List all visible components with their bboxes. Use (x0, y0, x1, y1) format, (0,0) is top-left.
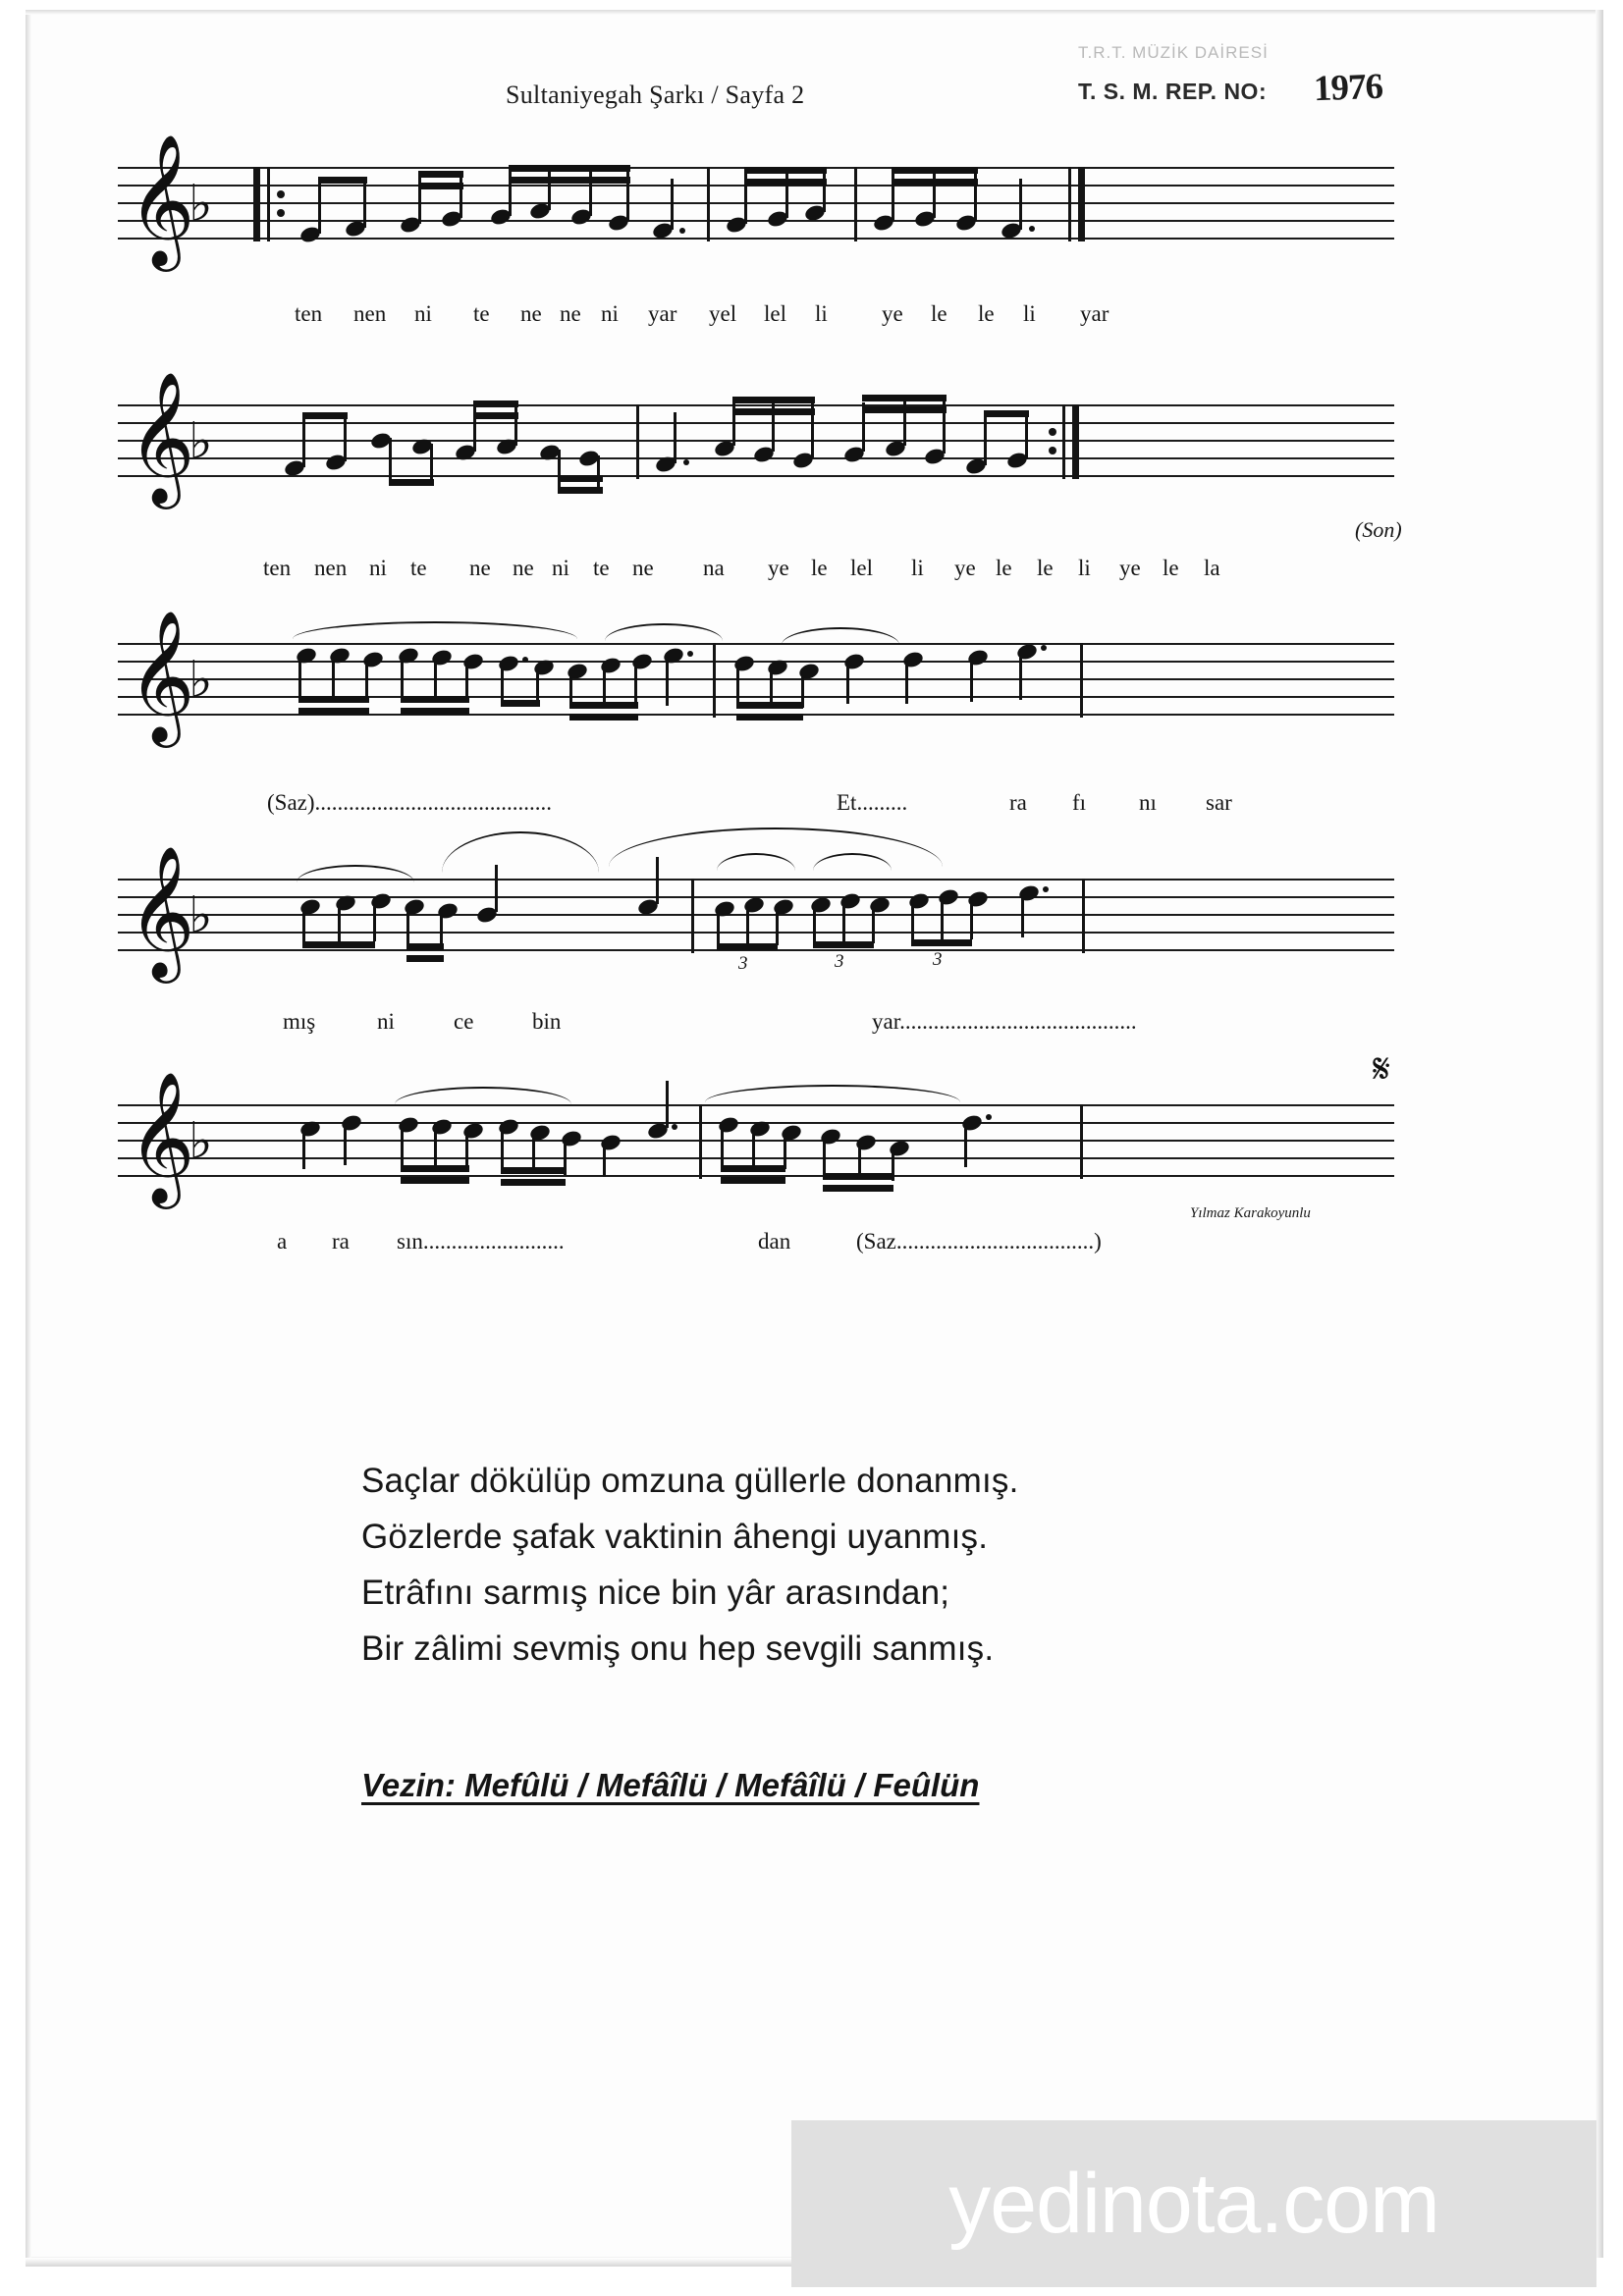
lyric-syllable: li (815, 301, 828, 326)
note-stem (460, 171, 462, 218)
note-stem (332, 653, 335, 698)
treble-clef-icon: 𝄞 (128, 1071, 195, 1203)
note-stem (465, 1128, 468, 1169)
lyric-syllable: li (1078, 556, 1091, 580)
lyric-syllable: ne (513, 556, 534, 580)
beam (813, 941, 874, 948)
beam (406, 955, 444, 962)
watermark-text: yedinota.com (948, 2156, 1439, 2251)
repeat-start-dots (277, 190, 285, 220)
lyric-syllable: li (911, 556, 924, 580)
note-stem (970, 896, 973, 939)
beam (302, 412, 348, 419)
note-stem (434, 655, 437, 700)
lyric-saz-marking: (Saz...................................) (856, 1229, 1102, 1254)
barline (1080, 1104, 1083, 1179)
repeat-end-dots (1049, 428, 1056, 457)
augmentation-dot (1041, 645, 1047, 651)
beam (401, 1165, 469, 1172)
son-marking: (Son) (1355, 517, 1402, 542)
note-stem (732, 400, 735, 446)
poem-block (361, 1453, 1343, 1677)
barline (1082, 879, 1085, 953)
beam (823, 1185, 893, 1192)
beam (298, 708, 369, 715)
lyric-syllable: nen (353, 301, 387, 326)
note-stem (548, 167, 551, 210)
note-stem (846, 659, 849, 704)
beam (501, 700, 540, 707)
watermark-banner (791, 2120, 1596, 2287)
vezin-line: Vezin: Mefûlü / Mefâîlü / Mefâîlü / Feûlün (361, 1767, 980, 1803)
beam (501, 1167, 566, 1174)
note-stem (1019, 649, 1022, 700)
lyric-syllable: ni (369, 556, 387, 580)
note-stem (501, 661, 504, 702)
lyric-syllable: ye (882, 301, 903, 326)
note-stem (634, 659, 637, 702)
lyric-syllable: ce (454, 1009, 474, 1034)
note-stem (911, 898, 914, 941)
lyric-syllable: lel (850, 556, 873, 580)
lyric-syllable: yar (1080, 301, 1109, 326)
note-stem (365, 657, 368, 700)
barline (713, 643, 716, 718)
key-signature-flat-icon: ♭ (189, 886, 213, 945)
beam (298, 696, 369, 703)
lyric-syllable: le (996, 556, 1012, 580)
beam (558, 487, 603, 494)
lyric-syllable: ra (1009, 790, 1027, 815)
note-stem (514, 402, 517, 446)
note-stem (603, 663, 606, 706)
beam (569, 702, 638, 709)
augmentation-dot (1029, 226, 1035, 232)
beam (721, 1165, 785, 1172)
treble-clef-icon: 𝄞 (128, 845, 195, 978)
beam (862, 395, 947, 401)
note-stem (905, 657, 908, 704)
lyric-syllable: ten (263, 556, 292, 580)
lyric-syllable: ne (632, 556, 654, 580)
note-stem (418, 173, 421, 224)
key-signature-flat-icon: ♭ (189, 1112, 213, 1171)
barline (1062, 404, 1065, 479)
poem-line: Etrâfını sarmış nice bin yâr arasından; (361, 1574, 950, 1612)
beam (389, 479, 434, 486)
lyric-syllable: yel (709, 301, 737, 326)
treble-clef-icon: 𝄞 (128, 610, 195, 742)
lyric-syllable: te (473, 301, 490, 326)
barline (1068, 167, 1071, 241)
note-stem (406, 904, 409, 945)
lyric-syllable: le (978, 301, 995, 326)
key-signature-flat-icon: ♭ (189, 651, 213, 710)
note-stem (302, 416, 305, 467)
stamp-number: 1976 (1313, 66, 1383, 110)
note-stem (872, 902, 875, 943)
lyric-syllable: ni (601, 301, 619, 326)
beam (302, 941, 375, 948)
barline (267, 167, 270, 241)
note-stem (823, 1134, 826, 1173)
note-stem (626, 167, 629, 222)
barline (253, 167, 260, 241)
augmentation-dot (687, 651, 693, 657)
beam (401, 708, 469, 715)
note-stem (770, 665, 773, 706)
beam (823, 1173, 893, 1180)
note-stem (941, 894, 944, 939)
beam (401, 696, 469, 703)
lyric-syllable: ye (1119, 556, 1141, 580)
lyric-syllable: ni (377, 1009, 395, 1034)
lyric-syllable: ye (768, 556, 789, 580)
lyric-syllable: le (1163, 556, 1179, 580)
note-stem (298, 653, 301, 698)
beam (984, 410, 1029, 417)
poem-line: Gözlerde şafak vaktinin âhengi uyanmış. (361, 1518, 989, 1556)
lyric-syllable: Et......... (837, 790, 908, 815)
note-stem (666, 1081, 669, 1128)
beam (501, 1179, 566, 1186)
lyric-syllable: la (1204, 556, 1220, 580)
beam (732, 408, 815, 415)
poem-line: Bir zâlimi sevmiş onu hep sevgili sanmış. (361, 1629, 995, 1668)
page-title: Sultaniyegah Şarkı / Sayfa 2 (506, 80, 805, 109)
note-stem (1021, 890, 1024, 937)
tuplet-number: 3 (933, 949, 943, 970)
note-stem (671, 179, 674, 230)
beam (418, 171, 463, 178)
note-stem (746, 902, 749, 945)
tuplet-number: 3 (738, 953, 748, 974)
augmentation-dot (522, 657, 528, 663)
lyric-syllable: ni (552, 556, 569, 580)
note-stem (401, 1122, 404, 1165)
note-stem (785, 169, 788, 218)
note-stem (603, 1140, 606, 1177)
lyric-syllable: ni (414, 301, 432, 326)
note-stem (373, 898, 376, 941)
note-stem (984, 414, 987, 465)
stamp-label: T. S. M. REP. NO: (1078, 79, 1268, 104)
beam (736, 714, 803, 721)
beam (736, 702, 803, 709)
note-stem (784, 1130, 786, 1169)
beam (473, 400, 518, 407)
lyric-syllable: le (1037, 556, 1054, 580)
scan-edge-top (26, 10, 1596, 15)
note-stem (302, 904, 305, 945)
beam (911, 939, 972, 946)
note-stem (401, 653, 404, 698)
beam (721, 1177, 785, 1184)
beam (732, 397, 815, 403)
beam (509, 165, 630, 172)
barline (699, 1104, 702, 1179)
poem-line: Saçlar dökülüp omzuna güllerle donanmış. (361, 1462, 1019, 1500)
barline (691, 879, 694, 953)
lyric-syllable: fı (1072, 790, 1087, 815)
beam (406, 943, 444, 950)
note-stem (858, 1140, 861, 1177)
note-stem (721, 1122, 724, 1165)
segno-icon: 𝄋 (1373, 1044, 1391, 1093)
note-stem (495, 865, 498, 912)
beam (862, 406, 947, 413)
scan-edge-right (1596, 10, 1603, 2258)
augmentation-dot (672, 1124, 677, 1130)
lyric-syllable: dan (758, 1229, 791, 1254)
note-stem (674, 412, 676, 463)
lyric-syllable: bin (532, 1009, 562, 1034)
lyric-syllable: le (811, 556, 828, 580)
scan-edge-left (26, 10, 31, 2258)
barline (1080, 643, 1083, 718)
note-stem (717, 906, 720, 945)
lyric-syllable: yar.......................................... (872, 1009, 1137, 1034)
note-stem (302, 1126, 305, 1169)
key-signature-flat-icon: ♭ (189, 175, 213, 234)
note-stem (970, 655, 973, 702)
treble-clef-icon: 𝄞 (128, 371, 195, 504)
augmentation-dot (679, 228, 685, 234)
beam (473, 412, 518, 419)
lyric-syllable: na (703, 556, 725, 580)
note-stem (666, 653, 669, 706)
beam (892, 167, 978, 174)
lyric-syllable: le (931, 301, 947, 326)
note-stem (536, 665, 539, 704)
augmentation-dot (1043, 886, 1049, 892)
note-stem (776, 904, 779, 945)
barline (707, 167, 710, 241)
lyric-syllable: a (277, 1229, 288, 1254)
stamp-faded-line: T.R.T. MÜZİK DAİRESİ (1078, 43, 1269, 62)
beam (509, 177, 630, 184)
lyric-syllable: sar (1206, 790, 1232, 815)
lyric-syllable: mış (283, 1009, 316, 1034)
beam (418, 183, 463, 189)
lyric-syllable: ne (469, 556, 491, 580)
note-stem (1025, 410, 1028, 459)
lyric-syllable: ra (332, 1229, 350, 1254)
composer-credit: Yılmaz Karakoyunlu (1190, 1205, 1311, 1221)
beam (401, 1177, 469, 1184)
note-stem (532, 1130, 535, 1171)
lyric-syllable: li (1023, 301, 1036, 326)
lyric-syllable: ye (954, 556, 976, 580)
barline (636, 404, 639, 479)
note-stem (344, 412, 347, 461)
note-stem (589, 167, 592, 216)
tuplet-number: 3 (835, 951, 844, 972)
note-stem (318, 181, 321, 234)
barline (854, 167, 857, 241)
note-stem (434, 1124, 437, 1165)
key-signature-flat-icon: ♭ (189, 412, 213, 471)
lyric-syllable: sın......................... (397, 1229, 565, 1254)
lyric-syllable: ne (560, 301, 581, 326)
note-stem (501, 1124, 504, 1167)
lyric-syllable: yar (648, 301, 677, 326)
lyric-saz-marking: (Saz).......................................... (267, 790, 553, 815)
lyric-syllable: ten (295, 301, 323, 326)
beam (744, 167, 827, 174)
augmentation-dot (683, 459, 689, 465)
lyric-syllable: te (410, 556, 427, 580)
note-stem (363, 177, 366, 228)
treble-clef-icon: 𝄞 (128, 133, 195, 266)
note-stem (813, 902, 816, 943)
lyric-syllable: lel (764, 301, 786, 326)
note-stem (558, 450, 561, 491)
beam (569, 714, 638, 721)
beam (717, 943, 778, 950)
note-stem (933, 169, 936, 218)
lyric-syllable: te (593, 556, 610, 580)
beam (744, 179, 827, 186)
barline (1072, 404, 1079, 479)
note-stem (389, 438, 392, 483)
note-stem (964, 1120, 967, 1167)
note-stem (842, 898, 845, 941)
note-stem (1019, 179, 1022, 230)
note-stem (656, 857, 659, 904)
beam (318, 177, 367, 184)
note-stem (344, 1120, 347, 1165)
barline (1078, 167, 1085, 241)
note-stem (440, 908, 443, 947)
beam (892, 179, 978, 186)
note-stem (752, 1126, 755, 1167)
beam (558, 475, 603, 482)
note-stem (338, 900, 341, 943)
lyric-syllable: nı (1139, 790, 1157, 815)
lyric-syllable: nen (314, 556, 348, 580)
augmentation-dot (986, 1114, 992, 1120)
note-stem (736, 661, 739, 704)
lyric-syllable: ne (520, 301, 542, 326)
